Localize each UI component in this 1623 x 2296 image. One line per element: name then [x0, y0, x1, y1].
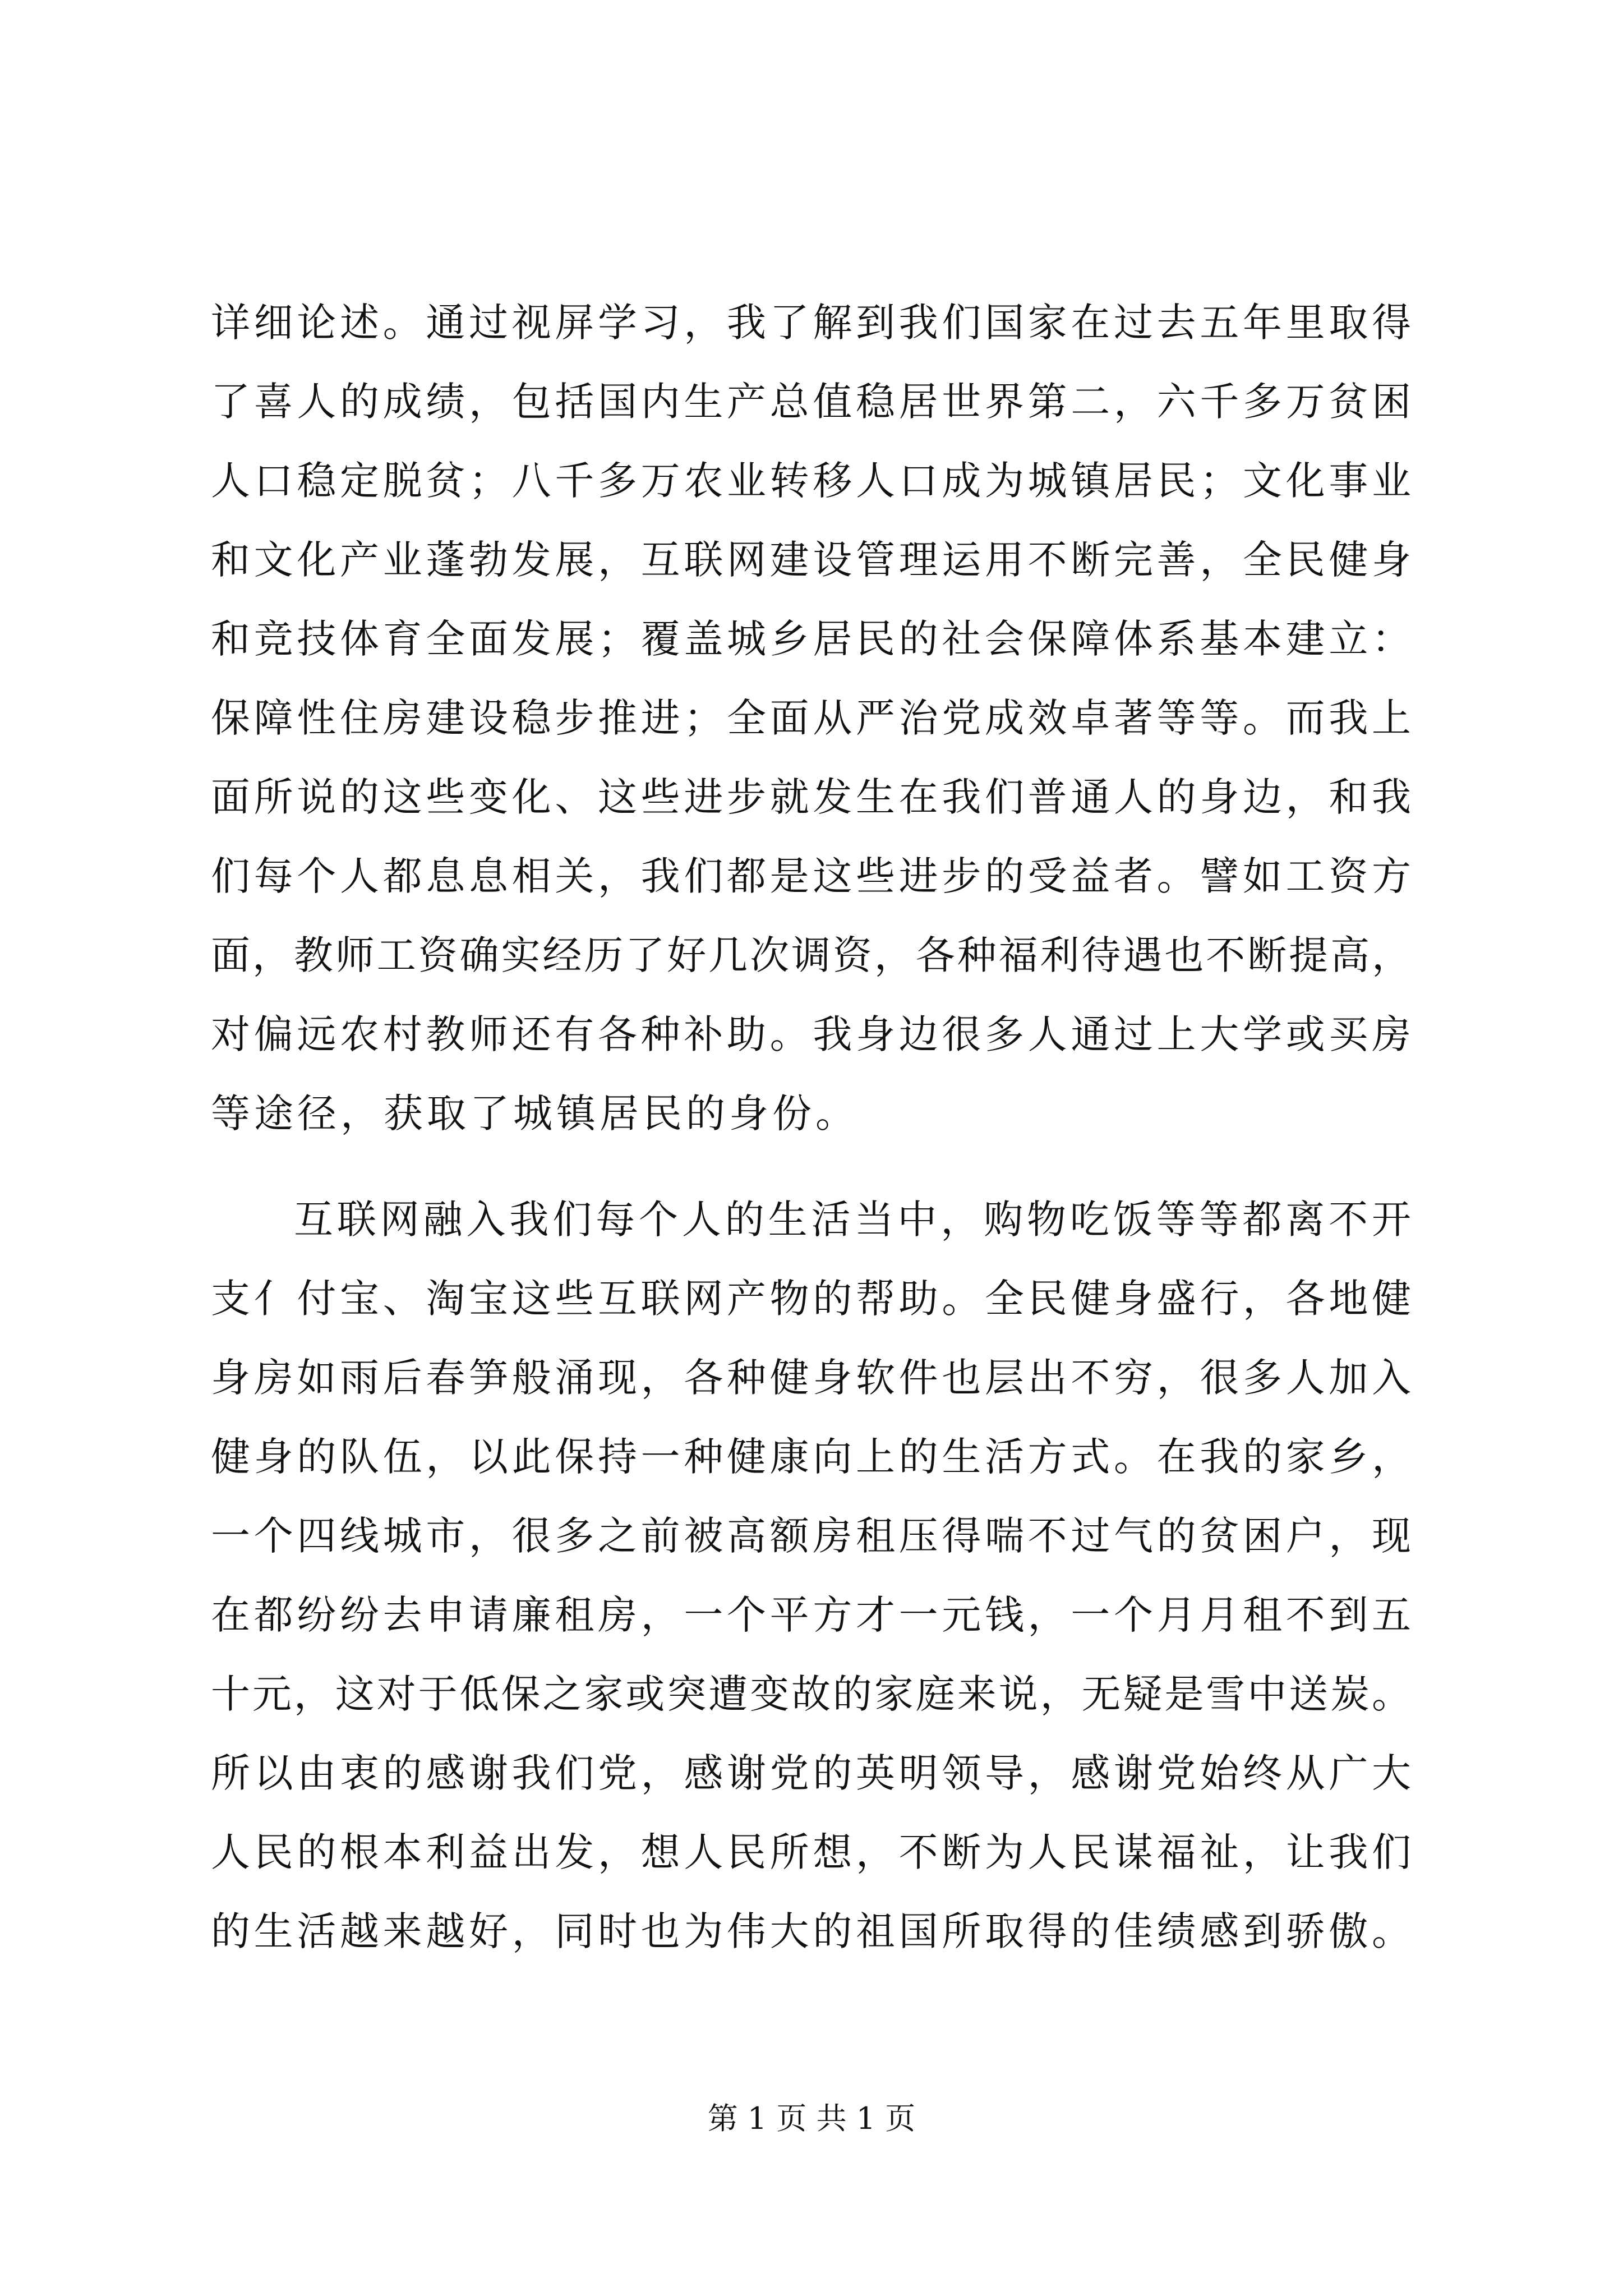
text-line: 人口稳定脱贫；八千多万农业转移人口成为城镇居民；文化事业 [211, 458, 1411, 504]
text-line: 所以由衷的感谢我们党，感谢党的英明领导，感谢党始终从广大 [211, 1750, 1411, 1796]
text-line: 和文化产业蓬勃发展，互联网建设管理运用不断完善，全民健身 [211, 537, 1411, 583]
text-line: 健身的队伍，以此保持一种健康向上的生活方式。在我的家乡， [211, 1434, 1411, 1480]
paragraph [211, 1180, 1411, 1971]
text-line: 人民的根本利益出发，想人民所想，不断为人民谋福祉，让我们 [211, 1829, 1411, 1875]
text-line: 的生活越来越好，同时也为伟大的祖国所取得的佳绩感到骄傲。 [211, 1908, 1411, 1954]
text-line: 保障性住房建设稳步推进；全面从严治党成效卓著等等。而我上 [211, 695, 1411, 741]
text-line: 们每个人都息息相关，我们都是这些进步的受益者。譬如工资方 [211, 853, 1411, 899]
text-line: 面所说的这些变化、这些进步就发生在我们普通人的身边，和我 [211, 774, 1411, 820]
text-line: 在都纷纷去申请廉租房，一个平方才一元钱，一个月月租不到五 [211, 1592, 1411, 1638]
paragraph [211, 283, 1411, 1153]
text-line: 和竞技体育全面发展；覆盖城乡居民的社会保障体系基本建立： [211, 616, 1411, 662]
text-line: 等途径，获取了城镇居民的身份。 [211, 1091, 859, 1137]
text-line: 对偏远农村教师还有各种补助。我身边很多人通过上大学或买房 [211, 1011, 1411, 1057]
text-line: 支亻付宝、淘宝这些互联网产物的帮助。全民健身盛行，各地健 [211, 1276, 1411, 1322]
text-line: 十元，这对于低保之家或突遭变故的家庭来说，无疑是雪中送炭。 [211, 1671, 1411, 1717]
text-line: 详细论述。通过视屏学习，我了解到我们国家在过去五年里取得 [211, 300, 1411, 346]
paragraph-spacer [211, 1153, 1411, 1180]
text-line: 互联网融入我们每个人的生活当中，购物吃饭等等都离不开 [294, 1197, 1411, 1243]
text-line: 身房如雨后春笋般涌现，各种健身软件也层出不穷，很多人加入 [211, 1355, 1411, 1401]
document-body [211, 283, 1411, 1971]
text-line: 面，教师工资确实经历了好几次调资，各种福利待遇也不断提高， [211, 932, 1411, 978]
text-line: 了喜人的成绩，包括国内生产总值稳居世界第二，六千多万贫困 [211, 379, 1411, 425]
text-line: 一个四线城市，很多之前被高额房租压得喘不过气的贫困户，现 [211, 1513, 1411, 1559]
page-number: 第 1 页 共 1 页 [707, 2101, 916, 2136]
page-footer [0, 2099, 1623, 2138]
